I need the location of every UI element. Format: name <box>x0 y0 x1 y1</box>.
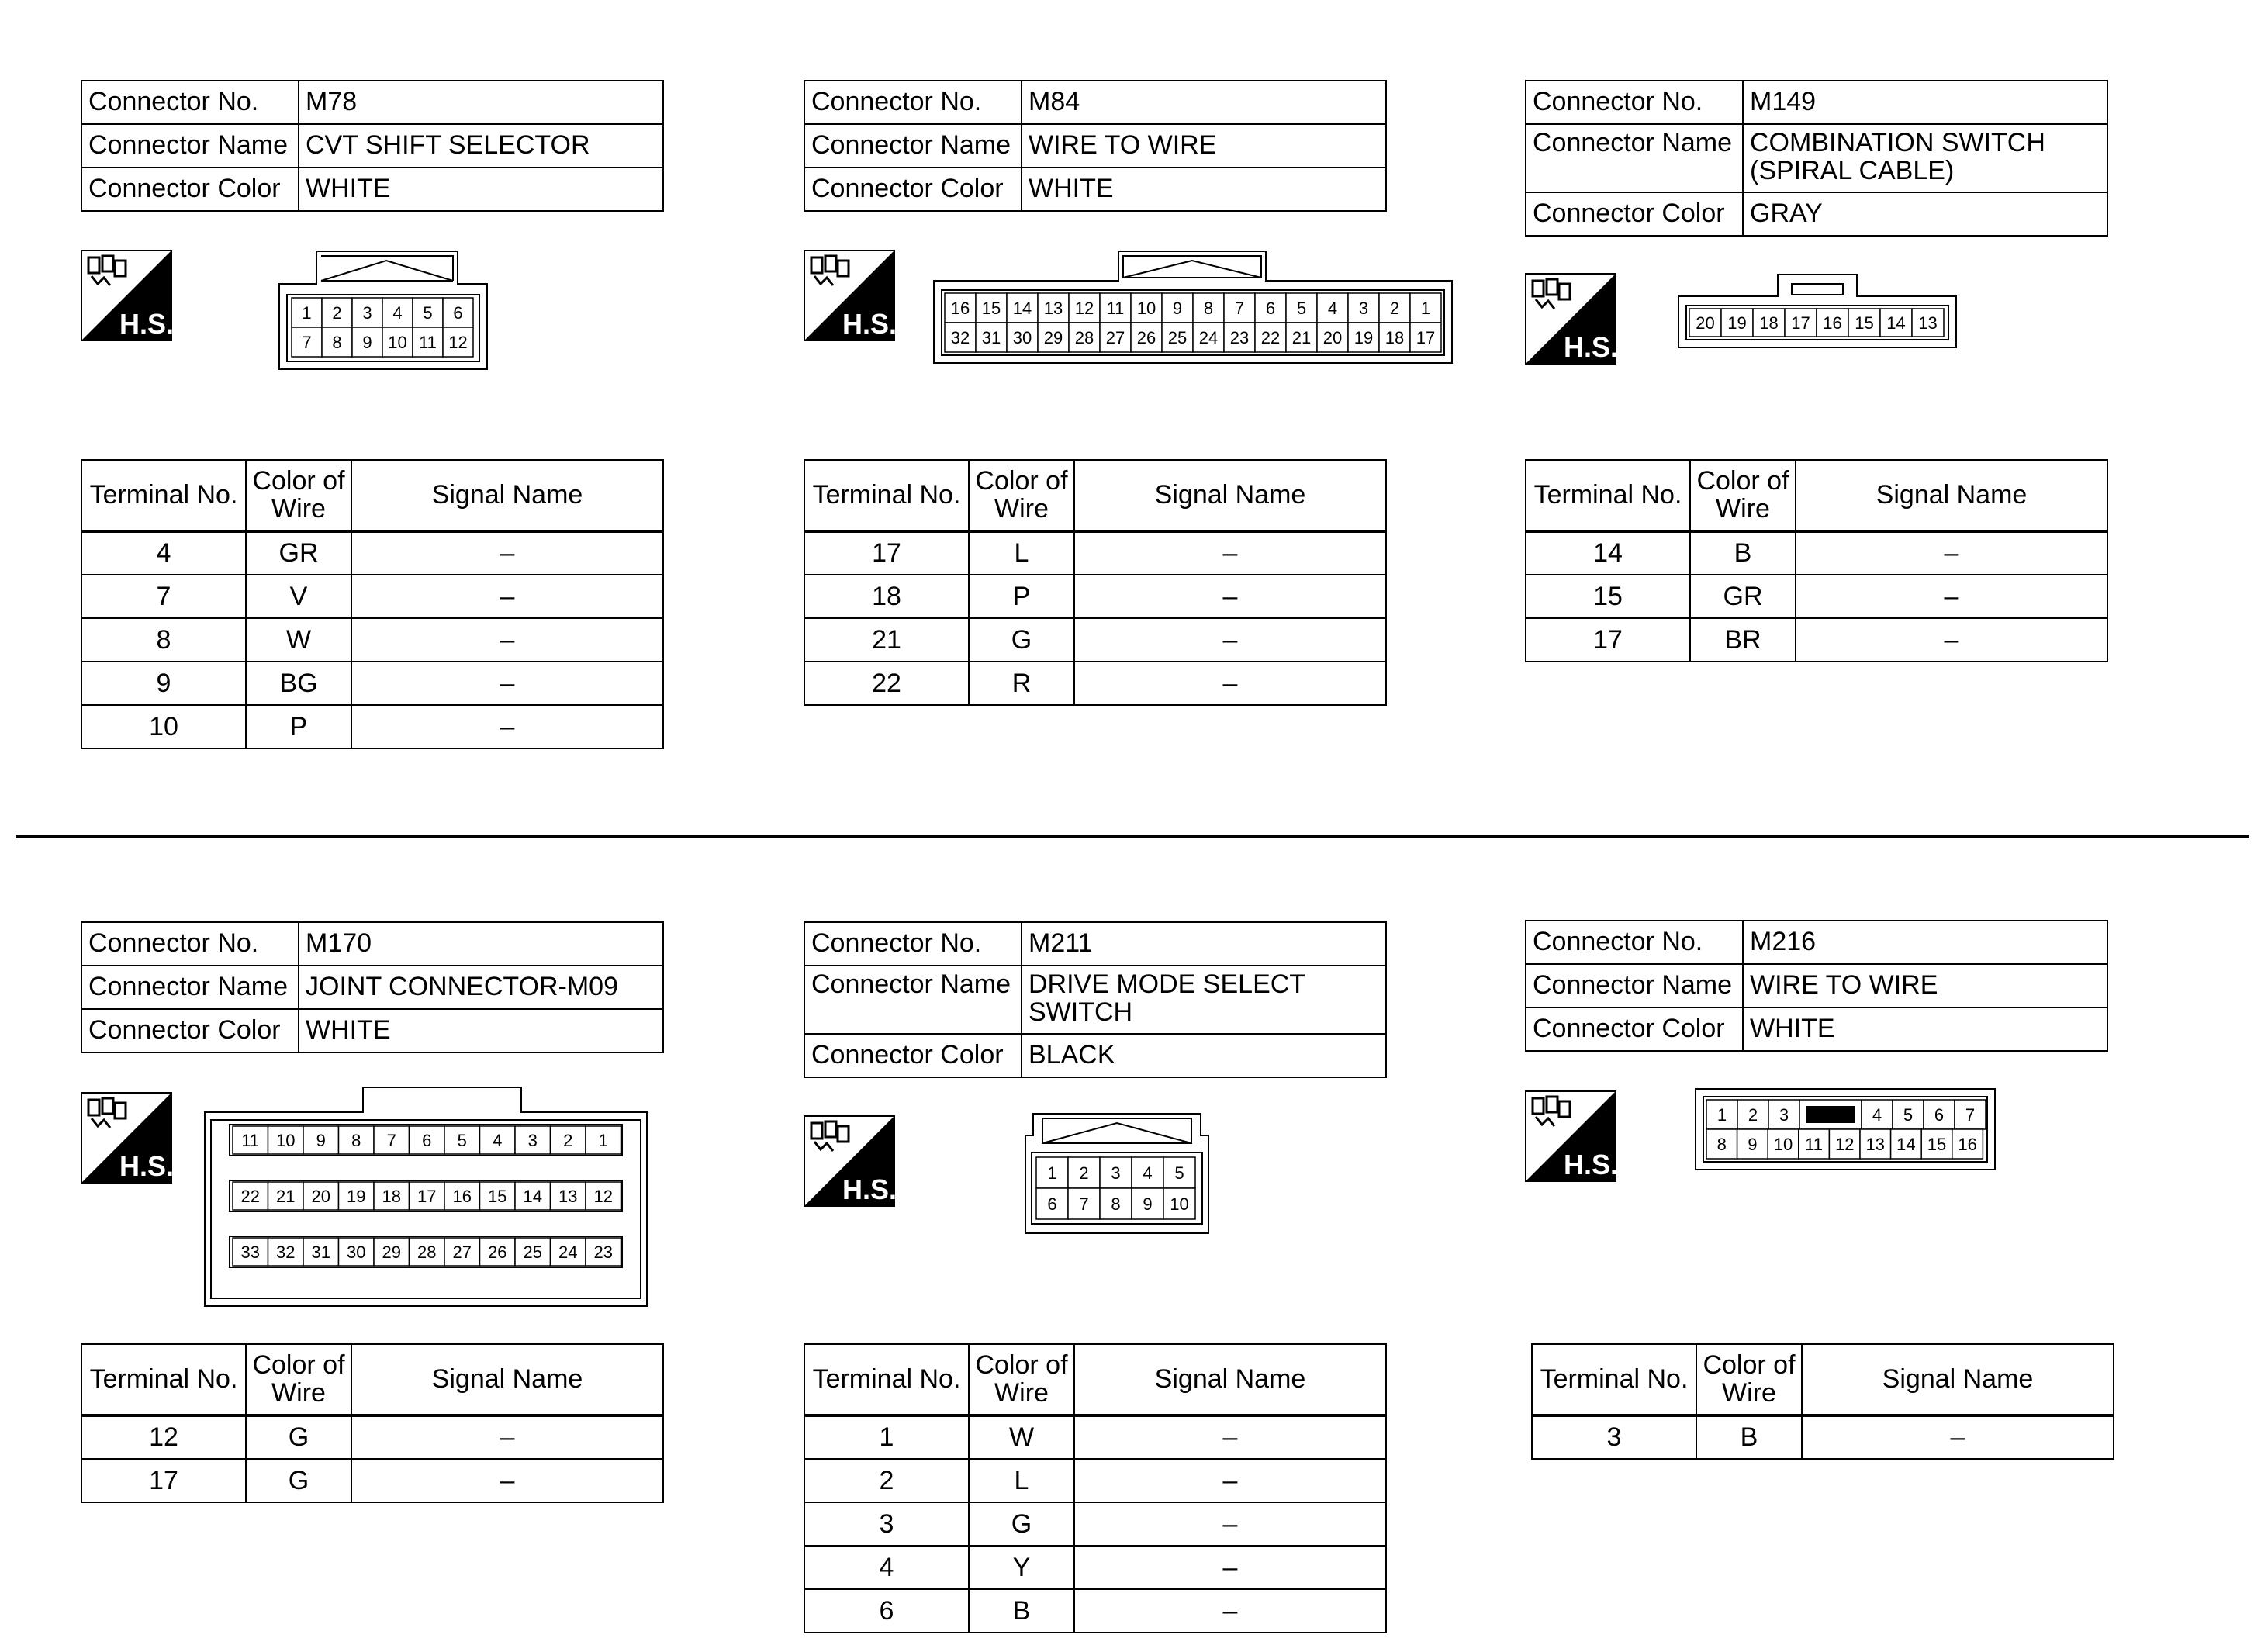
pin-label: 10 <box>276 1131 296 1150</box>
connector-color-value: WHITE <box>299 168 663 211</box>
harness-side-icon <box>804 250 895 345</box>
connector-color-value: WHITE <box>299 1009 663 1052</box>
connector-name-value: JOINT CONNECTOR-M09 <box>299 966 663 1009</box>
pin-label: 25 <box>1167 328 1188 347</box>
pin-label: 7 <box>1234 299 1245 318</box>
header-terminal-no: Terminal No. <box>1532 1344 1696 1415</box>
connector-name-value: WIRE TO WIRE <box>1743 964 2107 1007</box>
pin-label: 21 <box>276 1187 296 1206</box>
pin-label: 12 <box>448 333 468 352</box>
pin-label: 9 <box>1172 299 1183 318</box>
terminal-table-m216 <box>1531 1343 2114 1460</box>
pin-label: 6 <box>422 1131 432 1150</box>
pin-label: 1 <box>302 303 312 323</box>
connector-no-value: M149 <box>1743 81 2107 124</box>
pin-label: 11 <box>1106 299 1125 318</box>
svg-text:H.S.: H.S. <box>119 1150 172 1182</box>
pin-label: 15 <box>1855 313 1874 333</box>
label-connector-no: Connector No. <box>804 922 1022 966</box>
pin-label: 2 <box>1389 299 1400 318</box>
pin-label: 24 <box>1198 328 1219 347</box>
table-row: 12 G – <box>81 1415 663 1459</box>
pin-label: 24 <box>558 1242 578 1262</box>
pin-label: 20 <box>1696 313 1715 333</box>
connector-color-value: WHITE <box>1022 168 1386 211</box>
pin-label: 17 <box>1791 313 1810 333</box>
header-color-of-wire: Color of Wire <box>246 1344 351 1415</box>
pin-label: 6 <box>453 303 463 323</box>
pin-label: 6 <box>1934 1105 1945 1125</box>
connector-m216-info <box>1525 920 2108 1052</box>
svg-text:H.S.: H.S. <box>842 308 895 340</box>
pin-label: 2 <box>332 303 342 323</box>
table-row: 22 R – <box>804 662 1386 705</box>
terminal-table-m211 <box>804 1343 1387 1633</box>
pin-label: 25 <box>523 1242 542 1262</box>
pin-label: 1 <box>1716 1105 1727 1125</box>
table-row: 6 B – <box>804 1589 1386 1633</box>
pin-label: 3 <box>1779 1105 1789 1125</box>
label-connector-color: Connector Color <box>804 168 1022 211</box>
pin-label: 16 <box>1958 1135 1977 1154</box>
pin-label: 12 <box>1834 1135 1855 1154</box>
pin-label: 8 <box>1716 1135 1727 1154</box>
table-row: 14 B – <box>1526 531 2107 575</box>
pin-label: 10 <box>388 333 407 352</box>
pin-label: 21 <box>1291 328 1312 347</box>
pin-label: 10 <box>1136 299 1156 318</box>
pin-label: 33 <box>240 1242 260 1262</box>
pin-label: 18 <box>382 1187 401 1206</box>
pin-label: 12 <box>1074 299 1094 318</box>
header-signal-name: Signal Name <box>1074 1344 1386 1415</box>
pin-label: 14 <box>1886 313 1906 333</box>
label-connector-name: Connector Name <box>81 124 299 168</box>
label-connector-color: Connector Color <box>1526 1007 1743 1051</box>
pin-label: 16 <box>950 299 970 318</box>
table-row: 1 W – <box>804 1415 1386 1459</box>
connector-no-value: M170 <box>299 922 663 966</box>
pin-label: 4 <box>493 1131 503 1150</box>
pin-label: 5 <box>1174 1163 1184 1183</box>
pin-label: 27 <box>452 1242 472 1262</box>
connector-m149-info <box>1525 80 2108 237</box>
pin-label: 20 <box>311 1187 330 1206</box>
pin-label: 18 <box>1385 328 1405 347</box>
connector-name-value: COMBINATION SWITCH (SPIRAL CABLE) <box>1743 124 2107 192</box>
table-row: 3 B – <box>1532 1415 2114 1459</box>
pin-label: 4 <box>1327 299 1338 318</box>
pin-label: 12 <box>593 1187 613 1206</box>
label-connector-no: Connector No. <box>81 922 299 966</box>
connector-m216-diagram <box>1694 1087 1997 1177</box>
label-connector-color: Connector Color <box>81 168 299 211</box>
header-terminal-no: Terminal No. <box>804 1344 969 1415</box>
pin-label: 13 <box>1043 299 1063 318</box>
label-connector-name: Connector Name <box>804 966 1022 1034</box>
pin-label: 23 <box>593 1242 613 1262</box>
header-terminal-no: Terminal No. <box>1526 460 1690 531</box>
terminal-table-m84 <box>804 459 1387 706</box>
label-connector-name: Connector Name <box>81 966 299 1009</box>
connector-m78-diagram <box>278 250 489 378</box>
pin-label: 7 <box>386 1131 396 1150</box>
pin-label: 15 <box>1927 1135 1947 1154</box>
connector-m149-diagram <box>1677 273 1958 356</box>
label-connector-name: Connector Name <box>804 124 1022 168</box>
pin-label: 11 <box>419 333 437 352</box>
table-row: 4 Y – <box>804 1546 1386 1589</box>
pin-label: 7 <box>302 333 312 352</box>
harness-side-icon <box>81 250 172 345</box>
header-terminal-no: Terminal No. <box>81 1344 246 1415</box>
harness-side-icon <box>81 1092 172 1187</box>
header-color-of-wire: Color of Wire <box>1696 1344 1802 1415</box>
label-connector-no: Connector No. <box>804 81 1022 124</box>
pin-label: 3 <box>527 1131 538 1150</box>
connector-m78-info <box>81 80 664 212</box>
connector-no-value: M216 <box>1743 921 2107 964</box>
pin-label: 2 <box>1079 1163 1089 1183</box>
pin-label: 28 <box>1074 328 1094 347</box>
pin-label: 17 <box>417 1187 437 1206</box>
pin-label: 4 <box>392 303 403 323</box>
pin-label: 22 <box>1260 328 1281 347</box>
table-row: 8 W – <box>81 618 663 662</box>
label-connector-color: Connector Color <box>81 1009 299 1052</box>
pin-label: 10 <box>1773 1135 1793 1154</box>
label-connector-color: Connector Color <box>804 1034 1022 1077</box>
table-row: 15 GR – <box>1526 575 2107 618</box>
connector-m84-info <box>804 80 1387 212</box>
pin-label: 4 <box>1872 1105 1882 1125</box>
header-signal-name: Signal Name <box>1074 460 1386 531</box>
table-row: 17 L – <box>804 531 1386 575</box>
connector-name-value: DRIVE MODE SELECT SWITCH <box>1022 966 1386 1034</box>
connector-color-value: WHITE <box>1743 1007 2107 1051</box>
label-connector-name: Connector Name <box>1526 124 1743 192</box>
label-connector-color: Connector Color <box>1526 192 1743 236</box>
svg-text:H.S.: H.S. <box>1564 1149 1616 1180</box>
pin-label: 8 <box>1111 1194 1121 1214</box>
header-color-of-wire: Color of Wire <box>969 1344 1074 1415</box>
pin-label: 14 <box>1896 1135 1916 1154</box>
terminal-table-m170 <box>81 1343 664 1503</box>
terminal-table-m78 <box>81 459 664 749</box>
pin-label: 1 <box>1047 1163 1057 1183</box>
pin-label: 6 <box>1265 299 1276 318</box>
pin-label: 3 <box>1358 299 1369 318</box>
pin-label: 10 <box>1170 1194 1189 1214</box>
pin-label: 16 <box>1823 313 1842 333</box>
pin-label: 19 <box>1353 328 1374 347</box>
connector-m170-info <box>81 921 664 1053</box>
pin-label: 14 <box>523 1187 542 1206</box>
pin-label: 32 <box>950 328 970 347</box>
label-connector-no: Connector No. <box>1526 81 1743 124</box>
harness-side-icon <box>804 1115 895 1211</box>
connector-m211-diagram <box>1022 1112 1212 1240</box>
table-row: 3 G – <box>804 1502 1386 1546</box>
svg-text:H.S.: H.S. <box>119 308 172 340</box>
pin-label: 13 <box>558 1187 578 1206</box>
harness-side-icon <box>1525 1090 1616 1186</box>
pin-label: 19 <box>1727 313 1747 333</box>
pin-label: 9 <box>1143 1194 1153 1214</box>
pin-label: 9 <box>316 1131 326 1150</box>
pin-label: 28 <box>417 1242 437 1262</box>
pin-label: 4 <box>1143 1163 1153 1183</box>
connector-name-value: WIRE TO WIRE <box>1022 124 1386 168</box>
pin-label: 27 <box>1105 328 1125 347</box>
pin-label: 1 <box>1420 299 1431 318</box>
pin-label: 13 <box>1865 1135 1886 1154</box>
table-row: 10 P – <box>81 705 663 748</box>
label-connector-name: Connector Name <box>1526 964 1743 1007</box>
terminal-table-m149 <box>1525 459 2108 662</box>
pin-label: 29 <box>382 1242 401 1262</box>
header-color-of-wire: Color of Wire <box>246 460 351 531</box>
pin-label: 5 <box>423 303 433 323</box>
pin-label: 3 <box>1111 1163 1121 1183</box>
connector-m211-info <box>804 921 1387 1078</box>
table-row: 21 G – <box>804 618 1386 662</box>
pin-label: 9 <box>1748 1135 1758 1154</box>
pin-label: 9 <box>362 333 372 352</box>
svg-text:H.S.: H.S. <box>842 1173 895 1205</box>
header-color-of-wire: Color of Wire <box>969 460 1074 531</box>
pin-label: 6 <box>1047 1194 1057 1214</box>
label-connector-no: Connector No. <box>81 81 299 124</box>
blocked-cavity <box>1806 1106 1855 1123</box>
pin-label: 13 <box>1918 313 1938 333</box>
pin-label: 7 <box>1079 1194 1089 1214</box>
connector-color-value: BLACK <box>1022 1034 1386 1077</box>
pin-label: 3 <box>362 303 372 323</box>
header-terminal-no: Terminal No. <box>804 460 969 531</box>
pin-label: 31 <box>311 1242 330 1262</box>
header-signal-name: Signal Name <box>351 1344 663 1415</box>
pin-label: 5 <box>1903 1105 1914 1125</box>
header-signal-name: Signal Name <box>1796 460 2107 531</box>
pin-label: 26 <box>1136 328 1156 347</box>
connector-no-value: M211 <box>1022 922 1386 966</box>
header-signal-name: Signal Name <box>1802 1344 2114 1415</box>
pin-label: 8 <box>1203 299 1214 318</box>
table-row: 18 P – <box>804 575 1386 618</box>
pin-label: 16 <box>452 1187 472 1206</box>
pin-label: 15 <box>488 1187 507 1206</box>
pin-label: 26 <box>488 1242 507 1262</box>
pin-label: 11 <box>241 1131 260 1150</box>
connector-color-value: GRAY <box>1743 192 2107 236</box>
pin-label: 19 <box>347 1187 366 1206</box>
pin-label: 29 <box>1043 328 1063 347</box>
pin-label: 5 <box>457 1131 467 1150</box>
pin-label: 17 <box>1416 328 1436 347</box>
pin-label: 30 <box>347 1242 366 1262</box>
pin-label: 8 <box>351 1131 361 1150</box>
pin-label: 32 <box>276 1242 296 1262</box>
pin-label: 5 <box>1296 299 1307 318</box>
connector-no-value: M84 <box>1022 81 1386 124</box>
label-connector-no: Connector No. <box>1526 921 1743 964</box>
table-row: 4 GR – <box>81 531 663 575</box>
pin-label: 1 <box>598 1131 608 1150</box>
pin-label: 11 <box>1805 1135 1824 1154</box>
pin-label: 7 <box>1965 1105 1976 1125</box>
pin-label: 23 <box>1229 328 1250 347</box>
table-row: 9 BG – <box>81 662 663 705</box>
svg-text:H.S.: H.S. <box>1564 331 1616 363</box>
pin-label: 22 <box>240 1187 260 1206</box>
header-color-of-wire: Color of Wire <box>1690 460 1796 531</box>
pin-label: 20 <box>1322 328 1343 347</box>
pin-label: 2 <box>1748 1105 1758 1125</box>
table-row: 7 V – <box>81 575 663 618</box>
pin-label: 2 <box>563 1131 573 1150</box>
section-divider <box>16 835 2249 838</box>
table-row: 17 BR – <box>1526 618 2107 662</box>
connector-m84-diagram <box>932 250 1454 370</box>
pin-label: 31 <box>981 328 1001 347</box>
pin-label: 14 <box>1012 299 1032 318</box>
connector-name-value: CVT SHIFT SELECTOR <box>299 124 663 168</box>
connector-m170-diagram <box>203 1086 648 1315</box>
connector-no-value: M78 <box>299 81 663 124</box>
harness-side-icon <box>1525 273 1616 368</box>
pin-label: 8 <box>332 333 342 352</box>
table-row: 2 L – <box>804 1459 1386 1502</box>
header-terminal-no: Terminal No. <box>81 460 246 531</box>
header-signal-name: Signal Name <box>351 460 663 531</box>
pin-label: 30 <box>1012 328 1032 347</box>
table-row: 17 G – <box>81 1459 663 1502</box>
pin-label: 15 <box>981 299 1001 318</box>
pin-label: 18 <box>1759 313 1779 333</box>
